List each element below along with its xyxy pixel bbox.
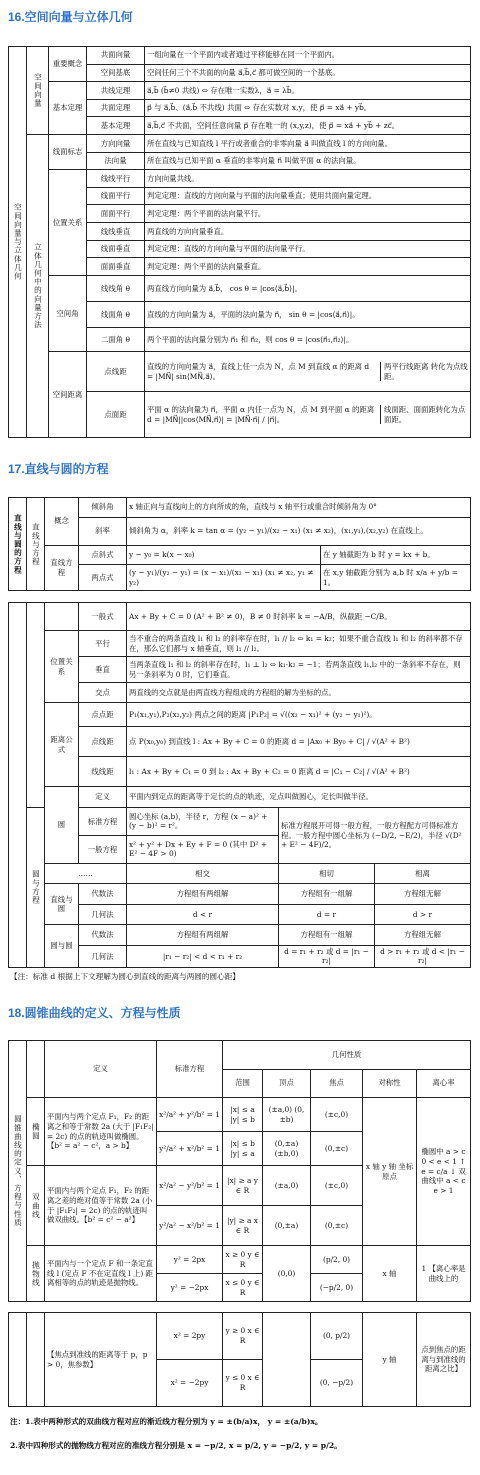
row-name: 点线距 — [79, 727, 127, 757]
cell-blank — [263, 1313, 311, 1407]
row-text: (y − y₁)/(y₂ − y₁) = (x − x₁)/(x₂ − x₁) (x₁ ≠ x₂, y₁ ≠ y₂) — [127, 565, 321, 591]
row-text: 两直线的方向向量垂直。 — [145, 223, 471, 241]
row-text: y − y₀ = k(x − x₀) — [127, 545, 321, 565]
row-text: 一组向量在一个平面内或者通过平移能够在同一个平面内。 — [145, 47, 471, 65]
cell: d > r₁ + r₂ 或 d < |r₁ − r₂| — [374, 945, 470, 967]
table-line-concepts — [8, 497, 471, 591]
row-name: 面面垂直 — [87, 258, 145, 276]
cell-blank — [45, 603, 79, 631]
cell: d = r₁ + r₂ 或 d = |r₁ − r₂| — [278, 945, 374, 967]
head-symmetry: 对称性 — [363, 1069, 417, 1098]
head-standard-eq: 标准方程 — [157, 1041, 223, 1098]
sub-circle: 圆 — [45, 787, 79, 863]
row-text: 当两条直线 l₁ 和 l₂ 的斜率存在时，l₁ ⊥ l₂ ⇔ k₁·k₂ = −1；若两条直线 l₁,l₂ 中的一条斜率不存在，则另一条斜率为 0 时，它们垂直。 — [127, 657, 471, 683]
cell-blank — [27, 1041, 45, 1098]
cell: (0, p/2) — [311, 1313, 363, 1360]
row-name: 两点式 — [79, 565, 127, 591]
row-name: 定义 — [79, 787, 127, 807]
cell: (±c,0) — [311, 1098, 363, 1132]
rel-head-intersect: 相交 — [127, 863, 279, 883]
parabola-ecc-2: 点到焦点的距离与到准线的距离之比】 — [417, 1313, 471, 1407]
parabola-label: 抛物线 — [27, 1246, 45, 1302]
cell: 代数法 — [79, 925, 127, 945]
dist-point-line-name: 点线距 — [87, 352, 145, 392]
cell: (0,±c) — [311, 1206, 363, 1246]
row-text: 判定定理：直线的方向向量与平面的法向量垂直；使用共面向量定理。 — [145, 187, 471, 205]
row-text: 所在直线与已知平面 α 垂直的非零向量 n⃗ 叫做平面 α 的法向量。 — [145, 152, 471, 170]
cell: 方程组无解 — [374, 925, 470, 945]
eccentricity-note: 椭圆中 a > c 0 < e < 1 ↑ e = c/a ↓ 双曲线中 a < c e > 1 — [417, 1098, 471, 1246]
parabola-vertex: (0,0) — [263, 1246, 311, 1302]
cell: x²/a² − y²/b² = 1 — [157, 1166, 223, 1206]
table-parabola-y — [8, 1312, 471, 1407]
cell: y² = 2px — [157, 1246, 223, 1274]
row-text: a⃗,b⃗,c⃗ 不共面，空间任意向量 p⃗ 存在唯一的 (x,y,z)，使 p⃗ = xa⃗ + yb⃗ + zc⃗。 — [145, 117, 471, 135]
sub-line-equation: 直线方程 — [45, 545, 79, 591]
cell: (p/2, 0) — [311, 1246, 363, 1274]
row-text: 所在直线与已知直线 l 平行或者重合的非零向量 a⃗ 叫做直线 l 的方向向量。 — [145, 135, 471, 153]
dist-point-line-text: 直线的方向向量为 a⃗，直线上任一点为 N，点 M 到直线 α 的距离 d = |MN⃗| sin⟨MN⃗,a⃗⟩。 — [147, 361, 370, 381]
row-text: 直线的方向向量为 a⃗，平面的法向量为 n⃗， sin θ = |cos⟨a⃗,n⃗⟩|。 — [145, 302, 471, 328]
row-name: 垂直 — [79, 657, 127, 683]
head-vertex: 顶点 — [263, 1069, 311, 1098]
row-text: 判定定理：直线的方向向量与平面的法向量平行。 — [145, 240, 471, 258]
row-note: 在 y 轴截距为 b 时 y = kx + b。 — [320, 545, 470, 565]
dist-point-plane-text: 平面 α 的法向量为 n⃗，平面 α 内任一点为 N，点 M 到平面 α 的距离 d = |MN⃗||cos⟨MN⃗,n⃗⟩| = |MN⃗·n⃗| / |n⃗|。 — [147, 404, 375, 424]
cell: (0,±a) — [263, 1206, 311, 1246]
sub-space-angle: 空间角 — [49, 276, 87, 352]
row-name: 法向量 — [87, 152, 145, 170]
sub-concept: 概念 — [45, 498, 79, 546]
cell: (−p/2, 0) — [311, 1274, 363, 1302]
left-blank — [9, 603, 27, 968]
cell: x² = 2py — [157, 1313, 223, 1360]
section-17-note: 【注：标准 d 根据上下文理解为圆心到直线的距离与两圆的圆心距】 — [10, 972, 240, 981]
sub-position: 位置关系 — [49, 170, 87, 276]
dist-point-plane-note: 线面距、面面距转化为点面距。 — [380, 405, 468, 424]
row-name: 标准方程 — [79, 807, 127, 835]
cell: y² = −2px — [157, 1274, 223, 1302]
hyperbola-label: 双曲线 — [27, 1166, 45, 1246]
row-name: 点斜式 — [79, 545, 127, 565]
row-name: 线线距 — [79, 757, 127, 787]
cell: x²/a² + y²/b² = 1 — [157, 1098, 223, 1132]
cell: d > r — [374, 904, 470, 924]
cell: |y| ≥ a x ∈ R — [223, 1206, 263, 1246]
label-line-circle: 直线与圆的方程 — [9, 498, 27, 591]
cell: |r₁ − r₂| < d < r₁ + r₂ — [127, 945, 279, 967]
cell: x² = −2py — [157, 1360, 223, 1407]
cell: y²/a² + x²/b² = 1 — [157, 1132, 223, 1166]
row-name: 线面平行 — [87, 187, 145, 205]
head-definition: 定义 — [45, 1041, 157, 1098]
cell: (±c,0) — [311, 1166, 363, 1206]
dist-point-plane-name: 点面距 — [87, 392, 145, 438]
group-circle-equation: 圆与方程 — [27, 807, 45, 967]
row-name: 基本定理 — [87, 117, 145, 135]
cell: (0,±a) (±b,0) — [263, 1132, 311, 1166]
row-note: 标准方程展开可得一般方程，一般方程配方可得标准方程。一般方程中圆心坐标为 (−D/2, −E/2)，半径 √(D² + E² − 4F)/2。 — [278, 807, 470, 863]
row-name: 点点距 — [79, 703, 127, 727]
cell: d < r — [127, 904, 279, 924]
row-text: P₁(x₁,y₁),P₂(x₂,y₂) 两点之间的距离 |P₁P₂| = √((x₂ − x₁)² + (y₂ − y₁)²)。 — [127, 703, 471, 727]
row-name: 线线角 θ — [87, 276, 145, 302]
section-18-note-1: 注：1.表中两种形式的双曲线方程对应的渐近线方程分别为 y = ±(b/a)x， y = ±(a/b)x。 — [10, 1417, 323, 1426]
cell: y²/a² − x²/b² = 1 — [157, 1206, 223, 1246]
group-vector-methods: 立体几何中的向量方法 — [27, 135, 49, 438]
rel-head-separate: 相离 — [374, 863, 470, 883]
sub-basic-theorem: 基本定理 — [49, 82, 87, 135]
row-text: 判定定理：两个平面的法向量垂直。 — [145, 258, 471, 276]
head-geometry: 几何性质 — [223, 1041, 471, 1070]
label-conic: 圆锥曲线的定义、方程与性质 — [9, 1041, 27, 1302]
rel-head-tangent: 相切 — [278, 863, 374, 883]
parabola-sym-y: y 轴 — [363, 1313, 417, 1407]
row-name: 线面角 θ — [87, 302, 145, 328]
cell-blank — [27, 1313, 45, 1407]
row-text: x² + y² + Dx + Ey + F = 0 (其中 D² + E² − 4F > 0) — [127, 835, 279, 863]
row-text: 平面内到定点的距离等于定长的点的轨迹，定点叫做圆心，定长叫做半径。 — [127, 787, 471, 807]
row-text: 两直线方向向量为 a⃗,b⃗， cos θ = |cos⟨a⃗,b⃗⟩|。 — [145, 276, 471, 302]
row-name: 斜率 — [79, 517, 127, 545]
section-17-title: 17.直线与圆的方程 — [8, 462, 109, 476]
row-text: p⃗ 与 a⃗,b⃗、(a⃗,b⃗ 不共线) 共面 ⇔ 存在实数对 x,y，使 p⃗ = xa⃗ + yb⃗。 — [145, 99, 471, 117]
row-text: 两个平面的法向量分别为 n⃗₁ 和 n⃗₂，则 cos θ = |cos⟨n⃗₁,n⃗₂⟩|。 — [145, 328, 471, 352]
cell: x ≤ 0 y ∈ R — [223, 1274, 263, 1302]
row-name: 交点 — [79, 683, 127, 703]
cell: (0,±c) — [311, 1132, 363, 1166]
row-text: a⃗,b⃗ (b⃗≠0 共线) ⇔ 存在唯一实数λ，a⃗ = λb⃗。 — [145, 82, 471, 100]
cell: 代数法 — [79, 884, 127, 904]
row-text: 点 P(x₀,y₀) 到直线 l : Ax + By + C = 0 的距离 d = |Ax₀ + By₀ + C| / √(A² + B²) — [127, 727, 471, 757]
row-name: 线面垂直 — [87, 240, 145, 258]
rel-dots: …… — [45, 863, 127, 883]
row-name: 倾斜角 — [79, 498, 127, 518]
group-space-vector: 空间向量 — [27, 47, 49, 135]
row-name: 线线垂直 — [87, 223, 145, 241]
row-text: x 轴正向与直线向上的方向所成的角，直线与 x 轴平行或重合时倾斜角为 0° — [127, 498, 471, 518]
symmetry-xy: x 轴 y 轴 坐标原点 — [363, 1098, 417, 1246]
table-conic-sections — [8, 1040, 471, 1302]
row-name: 方向向量 — [87, 135, 145, 153]
cell: 方程组有两组解 — [127, 925, 279, 945]
row-name: 二面角 θ — [87, 328, 145, 352]
parabola-note: 【焦点到准线的距离等于 p，p > 0，焦参数】 — [45, 1313, 157, 1407]
head-focus: 焦点 — [311, 1069, 363, 1098]
cell: 方程组有两组解 — [127, 884, 279, 904]
row-name: 空间基底 — [87, 64, 145, 82]
group-line-equation: 直线与方程 — [27, 498, 45, 591]
cell: 几何法 — [79, 904, 127, 924]
line-circle-label: 直线与圆 — [45, 884, 79, 925]
parabola-sym-x: x 轴 — [363, 1246, 417, 1302]
head-range: 范围 — [223, 1069, 263, 1098]
row-text: 空间任何三个不共面的向量 a⃗,b⃗,c⃗ 都可做空间的一个基底。 — [145, 64, 471, 82]
row-name: 线线平行 — [87, 170, 145, 188]
dist-point-line-note: 两平行线距离 转化为点线距。 — [380, 362, 468, 381]
cell: y ≥ 0 x ∈ R — [223, 1313, 263, 1360]
row-name: 一般方程 — [79, 835, 127, 863]
label-space-vector-geometry: 空间向量与立体几何 — [9, 47, 27, 438]
row-name: 平行 — [79, 631, 127, 657]
table-space-vectors — [8, 46, 471, 438]
row-text: 方向向量共线。 — [145, 170, 471, 188]
row-text: 判定定理：两个平面的法向量平行。 — [145, 205, 471, 223]
sub-distance: 距离公式 — [45, 703, 79, 787]
row-text: 两直线的交点就是由两直线方程组成的方程组的解为坐标的点。 — [127, 683, 471, 703]
cell: |x| ≤ b |y| ≤ a — [223, 1132, 263, 1166]
row-name: 共面向量 — [87, 47, 145, 65]
parabola-definition: 平面内与一个定点 F 和一条定直线 l (定点 F 不在定直线 l 上) 距离相等的点的轨迹是抛物线。 — [45, 1246, 157, 1302]
cell: x ≥ 0 y ∈ R — [223, 1246, 263, 1274]
cell: 方程组有一组解 — [278, 884, 374, 904]
cell: d = r — [278, 904, 374, 924]
row-name: 共面定理 — [87, 99, 145, 117]
cell: |x| ≥ a y ∈ R — [223, 1166, 263, 1206]
hyperbola-definition: 平面内与两个定点 F₁，F₂ 的距离之差的绝对值等于常数 2a (小于 |F₁F₂| = 2c) 的点的轨迹叫做双曲线。【b² = c² − a²】 — [45, 1166, 157, 1246]
circle-circle-label: 圆与圆 — [45, 925, 79, 968]
parabola-ecc: 1 【离心率是曲线上的 — [417, 1246, 471, 1302]
cell: (±a,0) (0,±b) — [263, 1098, 311, 1132]
row-name: 一般式 — [79, 603, 127, 631]
sub-position: 位置关系 — [45, 631, 79, 703]
section-18-title: 18.圆锥曲线的定义、方程与性质 — [8, 1006, 181, 1020]
dist-point-line — [145, 352, 471, 392]
line-group-blank — [27, 603, 45, 808]
cell: |x| ≤ a |y| ≤ b — [223, 1098, 263, 1132]
sub-concept: 重要概念 — [49, 47, 87, 82]
row-name: 面面平行 — [87, 205, 145, 223]
sub-space-distance: 空间距离 — [49, 352, 87, 438]
ellipse-label: 椭圆 — [27, 1098, 45, 1166]
table-line-circle — [8, 602, 471, 968]
ellipse-definition: 平面内与两个定点 F₁，F₂ 的距离之和等于常数 2a (大于 |F₁F₂| = 2c) 的点的轨迹叫做椭圆。【b² = a² − c²，a > b】 — [45, 1098, 157, 1166]
row-text: l₁ : Ax + By + C₁ = 0 到 l₂ : Ax + By + C₂ = 0 距离 d = |C₁ − C₂| / √(A² + B²) — [127, 757, 471, 787]
section-18-note-2: 2.表中四种形式的抛物线方程对应的准线方程分别是 x = −p/2, x = p/2, y = −p/2, y = p/2。 — [10, 1441, 342, 1450]
row-text: Ax + By + C = 0 (A² + B² ≠ 0)，B ≠ 0 时斜率 k = −A/B，纵截距 −C/B。 — [127, 603, 471, 631]
cell: (0, −p/2) — [311, 1360, 363, 1407]
head-eccentricity: 离心率 — [417, 1069, 471, 1098]
row-text: 圆心坐标 (a,b)，半径 r，方程 (x − a)² + (y − b)² = r²。 — [127, 807, 279, 835]
cell: (±a,0) — [263, 1166, 311, 1206]
cell: y ≤ 0 x ∈ R — [223, 1360, 263, 1407]
cell: 方程组无解 — [374, 884, 470, 904]
cell-blank — [9, 1313, 27, 1407]
dist-point-plane — [145, 392, 471, 438]
row-text: 当不重合的两条直线 l₁ 和 l₂ 的斜率存在时，l₁ // l₂ ⇔ k₁ = k₂；如果不重合直线 l₁ 和 l₂ 的斜率都不存在，那么它们都与 x 轴垂直，则 l₁ // l₂。 — [127, 631, 471, 657]
cell: 几何法 — [79, 945, 127, 967]
section-16-title: 16.空间向量与立体几何 — [8, 10, 133, 24]
row-text: 倾斜角为 α，斜率 k = tan α = (y₂ − y₁)/(x₂ − x₁) (x₁ ≠ x₂)，(x₁,y₁),(x₂,y₂) 在直线上。 — [127, 517, 471, 545]
row-note: 在 x,y 轴截距分别为 a,b 时 x/a + y/b = 1。 — [320, 565, 470, 591]
cell: 方程组有一组解 — [278, 925, 374, 945]
row-name: 共线定理 — [87, 82, 145, 100]
sub-line-face: 线面标志 — [49, 135, 87, 170]
